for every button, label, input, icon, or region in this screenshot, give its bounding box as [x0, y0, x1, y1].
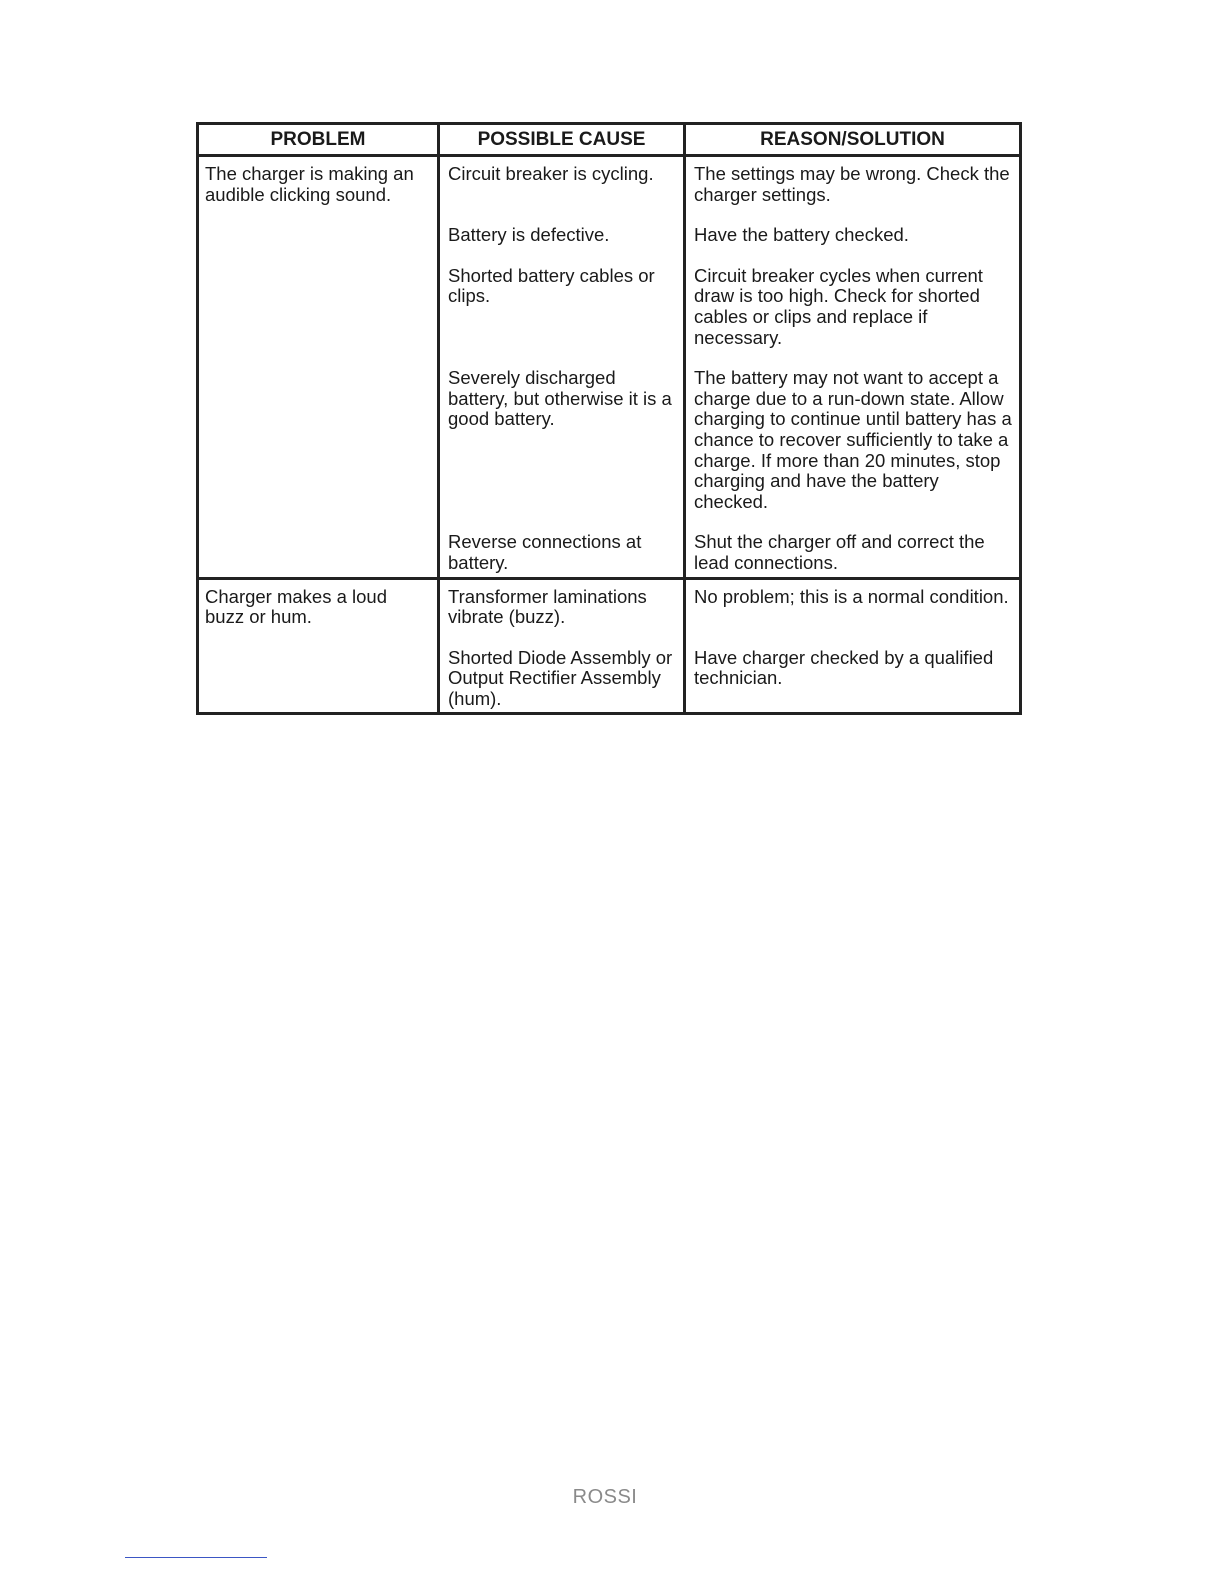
footer-brand: ROSSI: [572, 1486, 638, 1508]
header-reason-solution: REASON/SOLUTION: [685, 124, 1021, 156]
solution-cell: No problem; this is a normal condition.: [685, 578, 1021, 628]
table-row: [198, 156, 1021, 206]
header-possible-cause: POSSIBLE CAUSE: [439, 124, 685, 156]
cause-cell: Reverse connections at battery.: [439, 512, 685, 578]
troubleshooting-table: [196, 122, 1022, 715]
problem-cell: The charger is making an audible clicking sound.: [198, 156, 439, 579]
solution-cell: The settings may be wrong. Check the charger settings.: [685, 156, 1021, 206]
solution-cell: Have the battery checked.: [685, 205, 1021, 246]
table-row: [198, 578, 1021, 628]
cause-cell: Battery is defective.: [439, 205, 685, 246]
header-problem: PROBLEM: [198, 124, 439, 156]
solution-cell: Have charger checked by a qualified technician.: [685, 628, 1021, 714]
solution-cell: The battery may not want to accept a charge due to a run-down state. Allow charging to continue until battery has a chance to recover sufficiently to take a charge. If more than 20 minutes, stop charging and have the battery checked.: [685, 348, 1021, 512]
footer-divider: [125, 1557, 267, 1558]
table-header-row: [198, 124, 1021, 156]
cause-cell: Severely discharged battery, but otherwise it is a good battery.: [439, 348, 685, 512]
solution-cell: Circuit breaker cycles when current draw is too high. Check for shorted cables or clips and replace if necessary.: [685, 246, 1021, 348]
cause-cell: Transformer laminations vibrate (buzz).: [439, 578, 685, 628]
cause-cell: Circuit breaker is cycling.: [439, 156, 685, 206]
cause-cell: Shorted Diode Assembly or Output Rectifier Assembly (hum).: [439, 628, 685, 714]
problem-cell: Charger makes a loud buzz or hum.: [198, 578, 439, 714]
solution-cell: Shut the charger off and correct the lead connections.: [685, 512, 1021, 578]
cause-cell: Shorted battery cables or clips.: [439, 246, 685, 348]
